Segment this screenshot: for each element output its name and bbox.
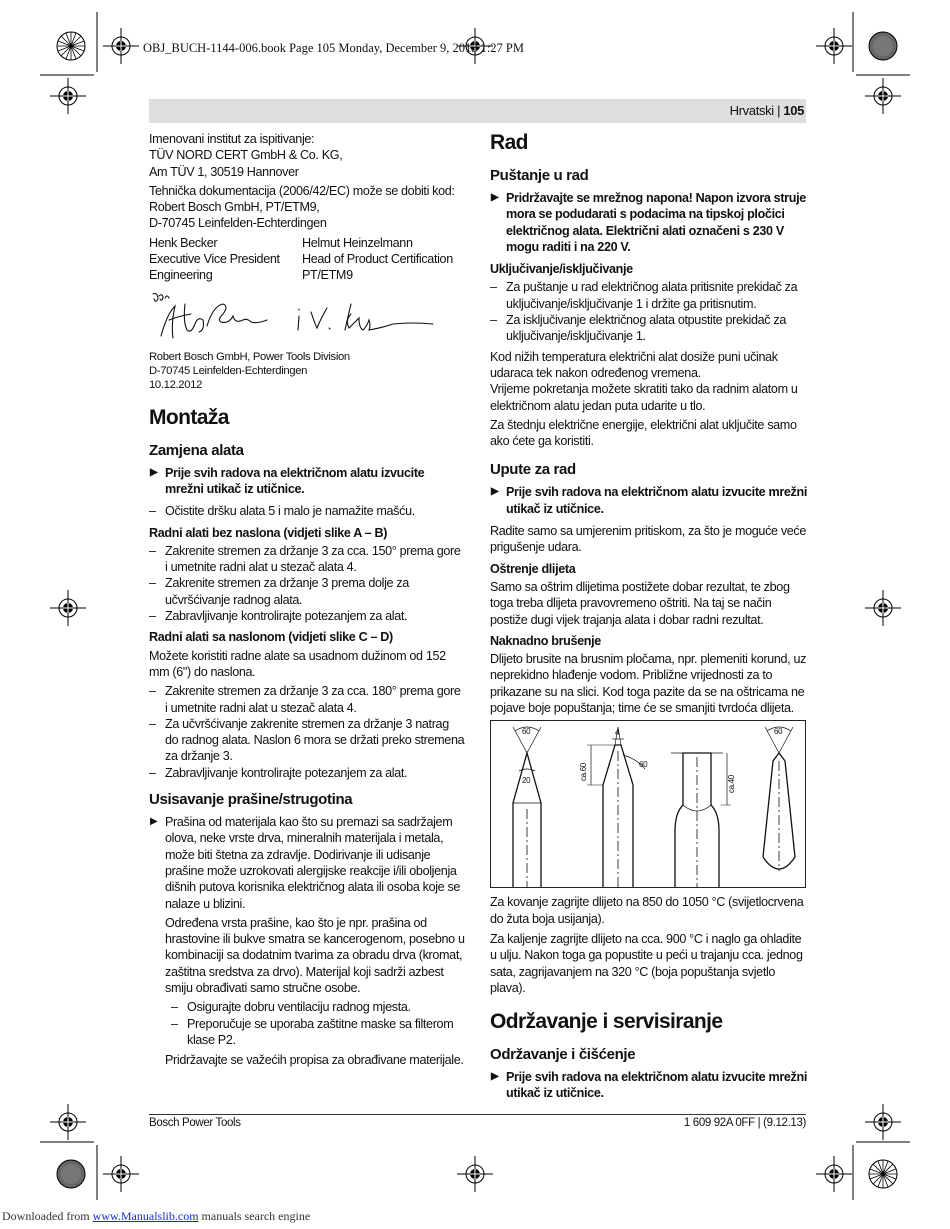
list-item: – Preporučuje se uporaba zaštitne maske sa filterom klase P2.: [171, 1016, 465, 1049]
paragraph: Radite samo sa umjerenim pritiskom, za što je moguće veće prigušenje udara.: [490, 524, 807, 555]
signer-title: Head of Product Certification: [302, 252, 453, 267]
angle-label: 60: [639, 760, 648, 770]
download-suffix: manuals search engine: [201, 1209, 311, 1223]
manualslib-link[interactable]: www.Manualslib.com: [92, 1209, 199, 1223]
section-title-rad: Rad: [490, 131, 528, 154]
dimension-label: ca.40: [727, 775, 736, 794]
voltage-warning: ▶ Pridržavajte se mrežnog napona! Napon izvora struje mora se podudarati s podacima na tipskoj pločici električnog alata. Električni alati označeni s 230 V mogu raditi i na 220 V.: [490, 190, 808, 255]
institute-line: Imenovani institut za ispitivanje:: [149, 132, 315, 146]
section-title-montaza: Montaža: [149, 405, 229, 429]
tech-doc-line: D-70745 Leinfelden-Echterdingen: [149, 216, 327, 231]
signatories: [149, 235, 465, 284]
chisel-grinding-figure: [490, 720, 806, 888]
safety-warning: ▶ Prije svih radova na električnom alatu izvucite mrežni utikač iz utičnice.: [490, 484, 808, 517]
subsection-upute: Upute za rad: [490, 461, 576, 479]
section-title-odrzavanje: Održavanje i servisiranje: [490, 1010, 723, 1034]
subheading-ukljucivanje: Uključivanje/isključivanje: [490, 262, 633, 277]
download-note: [2, 1209, 310, 1224]
instruction-list: [149, 543, 465, 624]
list-item: – Zakrenite stremen za držanje 3 za cca. 150° prema gore i umetnite radni alat u stezač alata 4.: [149, 543, 465, 576]
footer-doc-number: 1 609 92A 0FF | (9.12.13): [683, 1117, 806, 1129]
tech-doc-line: Tehnička dokumentacija (2006/42/EC) može se dobiti kod:: [149, 183, 455, 198]
subsection-usisavanje: Usisavanje prašine/strugotina: [149, 791, 353, 809]
paragraph: Vrijeme pokretanja možete skratiti tako da radnim alatom u električnom alatu jedan puta udarite u tlo.: [490, 382, 798, 413]
page-number: 105: [783, 103, 804, 118]
header-language: Hrvatski: [729, 103, 774, 118]
list-item: – Za učvršćivanje zakrenite stremen za držanje 3 natrag do radnog alata. Naslon 6 mora se držati preko stremena za držanje 3.: [149, 716, 465, 765]
paragraph: Određena vrsta prašine, kao što je npr. prašina od hrastovine ili bukve smatra se kancerogenom, posebno u kombinaciji sa dodatnim tvarima za obradu drva (kromat, zaštitna sredstva za drvo). Materijal koji sadrži azbest smiju obrađivati samo stručne osobe.: [165, 915, 465, 995]
paragraph: Dlijeto brusite na brusnim pločama, npr. plemeniti korund, uz neprekidno hlađenje vodom. Približne vrijednosti za to prikazane su na slici. Kod toga pazite da se na oštricama ne pojave boje popuštanja; time će se smanjiti tvrdoća dlijeta.: [490, 652, 807, 716]
subheading-ostrenje: Oštrenje dlijeta: [490, 561, 576, 576]
instruction-list: [149, 503, 465, 519]
list-item: – Zakrenite stremen za držanje 3 za cca. 180° prema gore i umetnite radni alat u stezač alata 4.: [149, 683, 465, 716]
paragraph: Za kovanje zagrijte dlijeto na 850 do 1050 °C (svijetlocrvena do žuta boja usijanja).: [490, 895, 804, 926]
signer-title: Executive Vice President: [149, 252, 280, 267]
right-column: [490, 131, 808, 1108]
company-line: D-70745 Leinfelden-Echterdingen: [149, 364, 308, 377]
footer-rule: [149, 1114, 806, 1115]
institute-line: Am TÜV 1, 30519 Hannover: [149, 164, 299, 179]
tech-doc-block: [149, 183, 465, 232]
angle-label: 60: [774, 727, 783, 737]
chisel-diagram: [491, 721, 805, 887]
signer-dept: Engineering: [149, 268, 213, 283]
paragraph: Za štednju električne energije, električni alat uključite samo ako ćete ga koristiti.: [490, 417, 797, 449]
download-prefix: Downloaded from: [2, 1209, 90, 1223]
dimension-label: ca.60: [579, 763, 588, 782]
subsection-zamjena-alata: Zamjena alata: [149, 441, 244, 459]
subheading-bez-naslona: Radni alati bez naslona (vidjeti slike A – B): [149, 525, 388, 540]
signer-name: Helmut Heinzelmann: [302, 235, 413, 250]
signer-name: Henk Becker: [149, 235, 218, 250]
company-date: 10.12.2012: [149, 378, 203, 391]
safety-warning: ▶ Prije svih radova na električnom alatu izvucite mrežni utikač iz utičnice.: [149, 465, 465, 498]
print-job-info: OBJ_BUCH-1144-006.book Page 105 Monday, December 9, 2013 1:27 PM: [143, 41, 524, 55]
paragraph: Možete koristiti radne alate sa usadnom dužinom od 152 mm (6") do naslona.: [149, 648, 446, 679]
paragraph: Samo sa oštrim dlijetima postižete dobar rezultat, te zbog toga treba dlijeta pravovremeno oštriti. Na taj se način postiže dugi vijek trajanja alata i dobar radni rezultat.: [490, 579, 790, 627]
instruction-list: [490, 279, 808, 344]
tech-doc-line: Robert Bosch GmbH, PT/ETM9,: [149, 200, 320, 215]
institute-block: [149, 131, 465, 180]
left-column: [149, 131, 465, 1072]
company-block: [149, 350, 465, 392]
signature-graphic: [149, 290, 449, 346]
subsection-pustanje: Puštanje u rad: [490, 167, 589, 184]
dust-warning: [149, 814, 465, 1068]
subheading-brusenje: Naknadno brušenje: [490, 633, 601, 648]
signer-becker: [149, 235, 302, 284]
paragraph: ▶ Prašina od materijala kao što su premazi sa sadržajem olova, neke vrste drva, mineralnih materijala i metala, može biti štetna za zdravlje. Dodirivanje ili udisanje prašine može uzrokovati alergijske reakcije i/ili oboljenja dišnih putova korisnika električnog alata ili osoba koje se nalaze u blizini.: [165, 815, 461, 911]
instruction-list: [149, 683, 465, 781]
list-item: – Zabravljivanje kontrolirajte potezanjem za alat.: [149, 608, 465, 624]
paragraph: Za kaljenje zagrijte dlijeto na cca. 900 °C i naglo ga ohladite u ulju. Nakon toga ga popustite u peći u trajanju cca. jednog sata, zagrijavanjem na 320 °C (boja popuštanja svjetlo plava).: [490, 931, 803, 995]
list-item: – Za puštanje u rad električnog alata pritisnite prekidač za uključivanje/isključivanje 1 i držite ga pritisnutim.: [490, 279, 808, 312]
list-item: – Zabravljivanje kontrolirajte potezanjem za alat.: [149, 765, 465, 781]
subheading-sa-naslonom: Radni alati sa naslonom (vidjeti slike C – D): [149, 630, 393, 645]
handwritten-signatures: [149, 290, 465, 346]
width-label: 4: [615, 728, 620, 738]
paragraph: Kod nižih temperatura električni alat dosiže puni učinak udaraca tek nakon određenog vremena.: [490, 349, 778, 380]
page-header: [730, 103, 804, 118]
instruction-list: [171, 999, 465, 1048]
list-item: – Osigurajte dobru ventilaciju radnog mjesta.: [171, 999, 465, 1015]
list-item: – Za isključivanje električnog alata otpustite prekidač za uključivanje/isključivanje 1.: [490, 312, 808, 345]
angle-label: 20: [522, 776, 531, 786]
angle-label: 60: [522, 727, 531, 737]
paragraph: Pridržavajte se važećih propisa za obrađivane materijale.: [165, 1053, 464, 1068]
institute-line: TÜV NORD CERT GmbH & Co. KG,: [149, 148, 343, 163]
subsection-odrzavanje-ciscenje: Održavanje i čišćenje: [490, 1046, 636, 1064]
header-bar: [149, 99, 806, 123]
signer-dept: PT/ETM9: [302, 268, 353, 283]
list-item: – Zakrenite stremen za držanje 3 prema dolje za učvršćivanje radnog alata.: [149, 575, 465, 608]
signer-heinzelmann: [302, 235, 467, 284]
safety-warning: ▶ Prije svih radova na električnom alatu izvucite mrežni utikač iz utičnice.: [490, 1069, 808, 1102]
footer-brand: Bosch Power Tools: [149, 1117, 241, 1129]
header-separator: |: [777, 103, 781, 118]
company-line: Robert Bosch GmbH, Power Tools Division: [149, 350, 350, 363]
list-item: – Očistite dršku alata 5 i malo je namažite mašću.: [149, 503, 465, 519]
